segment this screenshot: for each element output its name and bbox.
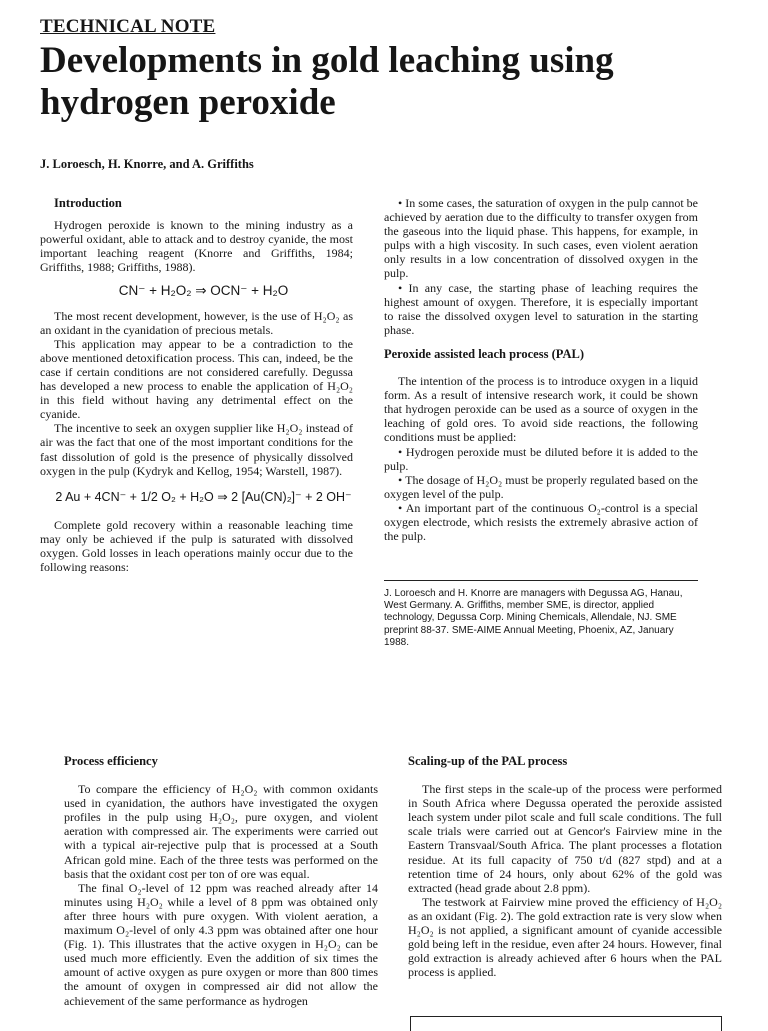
bullet-dilution: • Hydrogen peroxide must be diluted before it is added to the pulp. (384, 444, 698, 473)
right-column-bottom (408, 754, 722, 979)
efficiency-paragraph-1: To compare the efficiency of H₂O₂ with common oxidants used in cyanidation, the authors have investigated the oxygen profiles in the pulp using H₂O₂, pure oxygen, and violent aeration with compressed air. The experiments were carried out with a typical air-rejective pulp that is processed at a South African gold mine. Each of the three tests was performed on the basis that the oxidant cost per ton of ore was equal. (64, 782, 378, 881)
equation-gold-dissolution: 2 Au + 4CN⁻ + 1/2 O₂ + H₂O ⇒ 2 [Au(CN)₂]⁻ + 2 OH⁻ (55, 489, 352, 504)
right-column-top (384, 196, 698, 543)
bullet-dosage: • The dosage of H₂O₂ must be properly regulated based on the oxygen level of the pulp. (384, 472, 698, 501)
intro-paragraph-1: Hydrogen peroxide is known to the mining industry as a powerful oxidant, able to attack and to destroy cyanide, the most important leaching reagent (Knorre and Griffiths, 1984; Griffiths, 1988; Griffiths, 1988). (40, 218, 353, 275)
intro-paragraph-4: The incentive to seek an oxygen supplier like H₂O₂ instead of air was the fact that one of the most important conditions for the fast dissolution of gold is the presence of physically dissolved oxygen in the pulp (Kydryk and Kellog, 1954; Warstell, 1987). (40, 421, 353, 478)
author-footnote: J. Loroesch and H. Knorre are managers with Degussa AG, Hanau, West Germany. A. Griffiths, member SME, is director, applied technology, Degussa Corp. Mining Chemicals, Allendale, NJ. SME preprint 88-37. SME-AIME Annual Meeting, Phoenix, AZ, January 1988. (384, 588, 683, 648)
intro-paragraph-3: This application may appear to be a contradiction to the above mentioned detoxification process. This can, indeed, be the case if certain conditions are not considered carefully. Degussa has developed a new process to enable the application of H₂O₂ in this field without having any detrimental effect on the cyanide. (40, 336, 353, 422)
section-kicker: TECHNICAL NOTE (40, 16, 216, 37)
efficiency-paragraph-2: The final O₂-level of 12 ppm was reached already after 14 minutes using H₂O₂ while a level of 8 ppm was obtained only after three hours with pure oxygen. With violent aeration, a maximum O₂-level of only 4.3 ppm was obtained after one hour (Fig. 1). This illustrates that the active oxygen in H₂O₂ can be used much more efficiently. Even the addition of six times the amount of active oxygen as pure oxygen or more than 800 times the amount of oxygen in compressed air did not allow the achievement of the same performance as hydrogen (64, 880, 378, 1008)
author-line: J. Loroesch, H. Knorre, and A. Griffiths (40, 157, 254, 171)
page-title: Developments in gold leaching using hydrogen peroxide (40, 40, 614, 123)
left-column-bottom (64, 754, 378, 1008)
intro-paragraph-5: Complete gold recovery within a reasonable leaching time may only be achieved if the pulp is saturated with dissolved oxygen. Gold losses in leach operations mainly occur due to the following reasons: (40, 517, 353, 575)
intro-paragraph-2: The most recent development, however, is the use of H₂O₂ as an oxidant in the cyanidation of precious metals. (40, 308, 353, 337)
footnote-divider (384, 580, 698, 581)
left-column-top (40, 196, 353, 574)
bullet-aeration-difficulty: • In some cases, the saturation of oxygen in the pulp cannot be achieved by aeration due to the difficulty to transfer oxygen from the gaseous into the liquid phase. This happens, for example, in pulps with a high viscosity. In such cases, even violent aeration only results in a low concentration of dissolved oxygen in the pulp. (384, 196, 698, 281)
bullet-oxygen-electrode: • An important part of the continuous O₂-control is a special oxygen electrode, which resists the extremely abrasive action of the pulp. (384, 500, 698, 544)
section-heading-introduction: Introduction (54, 196, 122, 210)
equation-cyanide-oxidation: CN⁻ + H₂O₂ ⇒ OCN⁻ + H₂O (118, 283, 289, 299)
section-heading-process-efficiency: Process efficiency (64, 754, 158, 768)
bullet-starting-phase: • In any case, the starting phase of leaching requires the highest amount of oxygen. Therefore, it is especially important to raise the dissolved oxygen level to saturation in the starting phase. (384, 280, 698, 337)
pal-paragraph-1: The intention of the process is to introduce oxygen in a liquid form. As a result of intensive research work, it could be shown that hydrogen peroxide can be used as a source of oxygen in the leaching of gold ores. To avoid side reactions, the following conditions must be applied: (384, 374, 698, 445)
scaling-paragraph-1: The first steps in the scale-up of the process were performed in South Africa where Degussa operated the peroxide assisted leach system under pilot scale and full scale conditions. The full scale trials were carried out at Gencor's Fairview mine in the Eastern Transvaal/South Africa. The plant processes a flotation residue. At its full capacity of 750 t/d (827 stpd) and at a retention time of 24 hours, only about 62% of the gold was extracted (head grade about 2.8 ppm). (408, 782, 722, 895)
section-heading-scaling-up: Scaling-up of the PAL process (408, 754, 568, 768)
scaling-paragraph-2: The testwork at Fairview mine proved the efficiency of H₂O₂ as an oxidant (Fig. 2). The gold extraction rate is very slow when H₂O₂ is not applied, a significant amount of cyanide accessible gold being left in the residue, even after 24 hours. However, final gold extraction is already achieved after 6 hours when the PAL process is applied. (408, 894, 722, 980)
section-heading-pal: Peroxide assisted leach process (PAL) (384, 346, 584, 361)
